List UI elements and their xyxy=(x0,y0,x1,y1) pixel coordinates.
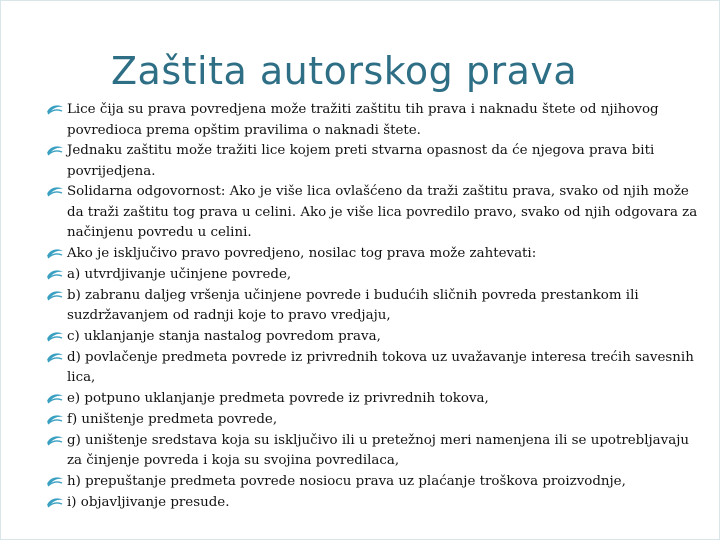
list-item-text: Ako je isključivo pravo povredjeno, nosilac tog prava može zahtevati: xyxy=(67,245,537,261)
swoosh-icon xyxy=(45,411,65,431)
swoosh-icon xyxy=(45,287,65,307)
list-item-text: d) povlačenje predmeta povrede iz privrednih tokova uz uvažavanje interesa trećih savesnih lica, xyxy=(67,349,694,385)
list-item-text: h) prepuštanje predmeta povrede nosiocu prava uz plaćanje troškova proizvodnje, xyxy=(67,473,626,489)
list-item-text: Jednaku zaštitu može tražiti lice kojem preti stvarna opasnost da će njegova prava biti povrijedjena. xyxy=(67,143,655,179)
list-item-text: f) uništenje predmeta povrede, xyxy=(67,411,278,427)
list-item xyxy=(45,100,705,141)
swoosh-icon xyxy=(45,390,65,410)
swoosh-icon xyxy=(45,142,65,162)
list-item-text: Lice čija su prava povredjena može tražiti zaštitu tih prava i naknadu štete od njihovog povredioca prema opštim pravilima o naknadi štete. xyxy=(67,102,659,138)
bullet-list xyxy=(45,100,705,514)
list-item xyxy=(45,493,705,514)
swoosh-icon xyxy=(45,101,65,121)
list-item xyxy=(45,472,705,493)
slide-title: Zaštita autorskog prava xyxy=(111,49,578,93)
swoosh-icon xyxy=(45,349,65,369)
swoosh-icon xyxy=(45,494,65,514)
list-item-text: b) zabranu daljeg vršenja učinjene povrede i budućih sličnih povreda prestankom ili suzdržavanjem od radnji koje to pravo vredjaju, xyxy=(67,287,639,323)
list-item xyxy=(45,431,705,472)
list-item xyxy=(45,244,705,265)
list-item xyxy=(45,348,705,389)
list-item-text: e) potpuno uklanjanje predmeta povrede iz privrednih tokova, xyxy=(67,390,489,406)
swoosh-icon xyxy=(45,183,65,203)
list-item-text: a) utvrdjivanje učinjene povrede, xyxy=(67,266,292,282)
list-item xyxy=(45,410,705,431)
list-item xyxy=(45,389,705,410)
list-item-text: i) objavljivanje presude. xyxy=(67,494,230,510)
list-item-text: Solidarna odgovornost: Ako je više lica ovlašćeno da traži zaštitu prava, svako od njih može da traži zaštitu tog prava u celini. Ako je više lica povredilo pravo, svako od njih odgovara za načinjenu povredu u celini. xyxy=(67,184,698,240)
list-item xyxy=(45,141,705,182)
list-item xyxy=(45,327,705,348)
list-item-text: c) uklanjanje stanja nastalog povredom prava, xyxy=(67,328,381,344)
swoosh-icon xyxy=(45,245,65,265)
list-item xyxy=(45,265,705,286)
list-item xyxy=(45,286,705,327)
list-item-text: g) uništenje sredstava koja su isključivo ili u pretežnoj meri namenjena ili se upotrebljavaju za činjenje povreda i koja su svojina povredilaca, xyxy=(67,432,689,468)
list-item xyxy=(45,182,705,244)
swoosh-icon xyxy=(45,432,65,452)
swoosh-icon xyxy=(45,328,65,348)
swoosh-icon xyxy=(45,473,65,493)
swoosh-icon xyxy=(45,266,65,286)
